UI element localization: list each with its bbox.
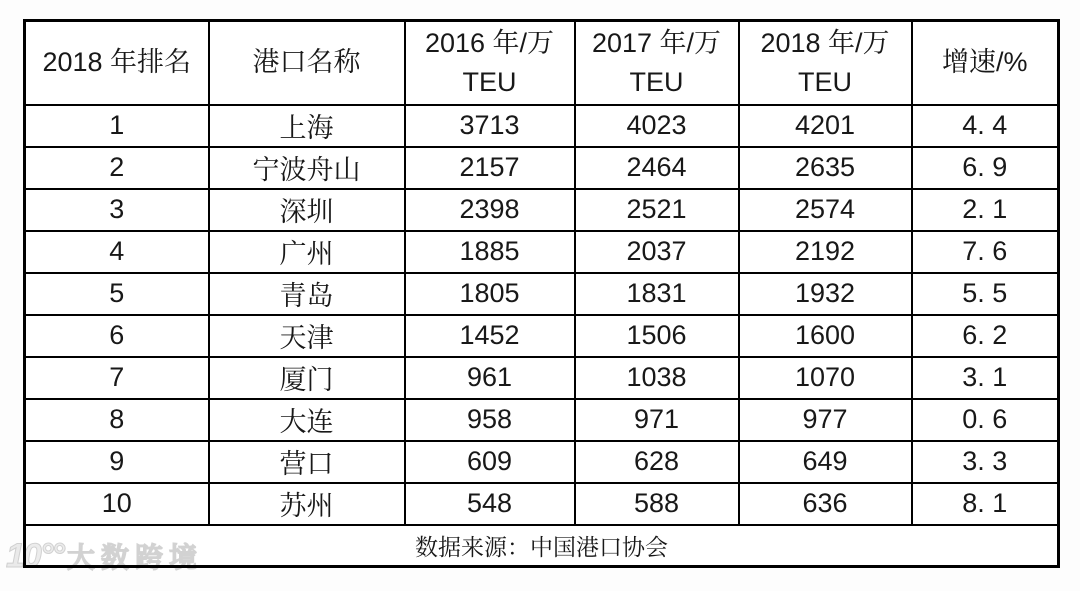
column-header-2017-line1: 2017 年/万	[591, 27, 722, 58]
cell-2016: 2398	[405, 189, 575, 231]
table-row-shenzhen	[25, 189, 1059, 231]
table-row-ningbo-zhoushan	[25, 147, 1059, 189]
cell-rank: 4	[25, 231, 209, 273]
cell-2017: 2521	[575, 189, 739, 231]
column-header-2018-line1: 2018 年/万	[760, 27, 890, 58]
cell-growth: 5. 5	[912, 273, 1059, 315]
cell-rank: 9	[25, 441, 209, 483]
table-row-suzhou	[25, 483, 1059, 525]
cell-2016: 1885	[405, 231, 575, 273]
cell-2018: 1932	[739, 273, 912, 315]
cell-growth: 3. 3	[912, 441, 1059, 483]
column-header-2017-line2: TEU	[629, 66, 684, 97]
cell-rank: 3	[25, 189, 209, 231]
column-header-rank: 2018 年排名	[25, 21, 209, 105]
cell-2018: 636	[739, 483, 912, 525]
table-header-row	[25, 21, 1059, 105]
cell-port: 广州	[209, 231, 405, 273]
cell-rank: 6	[25, 315, 209, 357]
cell-2017: 628	[575, 441, 739, 483]
cell-2017: 971	[575, 399, 739, 441]
cell-2016: 3713	[405, 105, 575, 147]
cell-2017: 2037	[575, 231, 739, 273]
table-row-yingkou	[25, 441, 1059, 483]
cell-2018: 4201	[739, 105, 912, 147]
cell-rank: 1	[25, 105, 209, 147]
cell-2016: 1452	[405, 315, 575, 357]
cell-growth: 7. 6	[912, 231, 1059, 273]
cell-2016: 2157	[405, 147, 575, 189]
column-header-2017	[575, 21, 739, 105]
cell-growth: 3. 1	[912, 357, 1059, 399]
column-header-2016-line1: 2016 年/万	[424, 27, 555, 58]
cell-2016: 548	[405, 483, 575, 525]
cell-2017: 4023	[575, 105, 739, 147]
cell-rank: 5	[25, 273, 209, 315]
cell-port: 天津	[209, 315, 405, 357]
cell-growth: 4. 4	[912, 105, 1059, 147]
table-row-tianjin	[25, 315, 1059, 357]
cell-rank: 10	[25, 483, 209, 525]
cell-2018: 2192	[739, 231, 912, 273]
cell-2017: 1506	[575, 315, 739, 357]
cell-2018: 649	[739, 441, 912, 483]
cell-port: 大连	[209, 399, 405, 441]
ports-throughput-table	[23, 19, 1060, 568]
column-header-2018-line2: TEU	[798, 66, 852, 97]
cell-2016: 961	[405, 357, 575, 399]
table-footer-row	[25, 525, 1059, 567]
cell-2016: 958	[405, 399, 575, 441]
cell-port: 宁波舟山	[209, 147, 405, 189]
cell-growth: 2. 1	[912, 189, 1059, 231]
cell-2018: 1600	[739, 315, 912, 357]
cell-port: 上海	[209, 105, 405, 147]
dashukuajing-logo-icon: 10°°	[6, 536, 64, 575]
table-row-qingdao	[25, 273, 1059, 315]
cell-2018: 2574	[739, 189, 912, 231]
source-note: 数据来源：中国港口协会	[25, 525, 1059, 567]
cell-growth: 6. 2	[912, 315, 1059, 357]
cell-growth: 0. 6	[912, 399, 1059, 441]
column-header-2016-line2: TEU	[462, 66, 517, 97]
column-header-2018	[739, 21, 912, 105]
cell-2018: 1070	[739, 357, 912, 399]
column-header-growth: 增速/%	[912, 21, 1059, 105]
cell-2017: 1831	[575, 273, 739, 315]
cell-port: 营口	[209, 441, 405, 483]
table-row-xiamen	[25, 357, 1059, 399]
column-header-port-name: 港口名称	[209, 21, 405, 105]
cell-2018: 2635	[739, 147, 912, 189]
cell-rank: 2	[25, 147, 209, 189]
cell-port: 深圳	[209, 189, 405, 231]
table-row-shanghai	[25, 105, 1059, 147]
cell-rank: 8	[25, 399, 209, 441]
cell-port: 厦门	[209, 357, 405, 399]
cell-port: 苏州	[209, 483, 405, 525]
cell-2016: 609	[405, 441, 575, 483]
cell-2017: 1038	[575, 357, 739, 399]
cell-growth: 8. 1	[912, 483, 1059, 525]
cell-2016: 1805	[405, 273, 575, 315]
column-header-2016	[405, 21, 575, 105]
table-row-guangzhou	[25, 231, 1059, 273]
cell-2018: 977	[739, 399, 912, 441]
cell-port: 青岛	[209, 273, 405, 315]
cell-rank: 7	[25, 357, 209, 399]
cell-2017: 588	[575, 483, 739, 525]
cell-growth: 6. 9	[912, 147, 1059, 189]
table-row-dalian	[25, 399, 1059, 441]
cell-2017: 2464	[575, 147, 739, 189]
watermark-brand-text: 大数跨境	[67, 542, 204, 573]
